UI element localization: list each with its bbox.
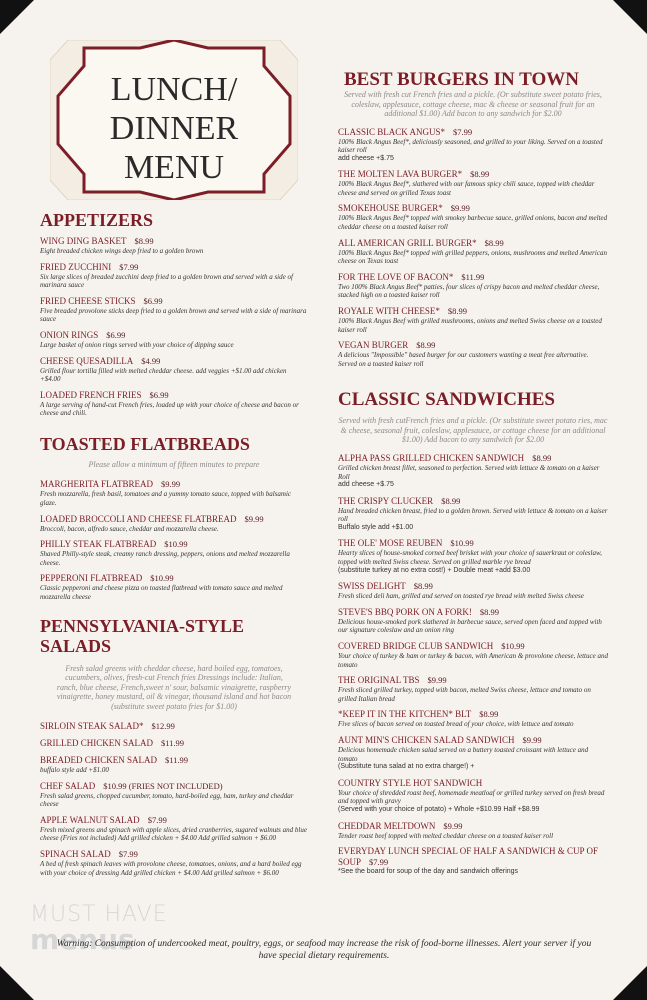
menu-item — [40, 262, 308, 290]
menu-item-header — [338, 607, 608, 618]
menu-item-price: $6.99 — [106, 329, 126, 340]
menu-item — [40, 573, 308, 601]
flatbreads-list — [40, 479, 308, 601]
menu-item-description: Fresh salad greens, chopped cucumber, tomato, hard-boiled egg, ham, turkey and cheddar cheese — [40, 791, 294, 809]
menu-title-line1: LUNCH/ — [110, 71, 238, 108]
sandwiches-list — [338, 453, 608, 877]
menu-item-description: 100% Black Angus Beef* topped with grilled peppers, onions, mushrooms and melted American cheese on Texas toast — [338, 248, 607, 266]
menu-item-header — [40, 738, 308, 749]
menu-item-name: CHEESE QUESADILLA — [40, 355, 134, 366]
menu-item-price: $11.99 — [161, 738, 185, 749]
menu-item-description: Hearty slices of house-smoked corned beef brisket with your choice of sauerkraut or coleslaw, topped with melted Swiss cheese. Served on grilled marble rye bread — [338, 549, 602, 567]
menu-item-description: Shaved Philly-style steak, creamy ranch dressing, peppers, onions and melted mozzarella cheese. — [40, 550, 290, 567]
menu-item-description: Grilled flour tortilla filled with melted cheddar cheese. add veggies +$1.00 add chicken +$4.00 — [40, 366, 287, 384]
menu-item-price: $9.99 — [427, 675, 447, 686]
menu-item — [40, 815, 308, 843]
menu-item-price: $9.99 — [443, 820, 463, 831]
menu-item — [338, 340, 608, 368]
menu-title-line3: MENU — [123, 149, 225, 186]
menu-item-header — [40, 479, 308, 490]
menu-item-price: $7.99 — [118, 849, 138, 860]
menu-item-header — [40, 849, 308, 860]
menu-item-header — [338, 538, 608, 549]
menu-item-addon: add cheese +$.75 — [338, 481, 394, 489]
menu-item — [40, 296, 308, 324]
menu-item-header — [338, 675, 608, 686]
menu-item-price: $8.99 — [470, 169, 490, 180]
menu-item-price: $8.99 — [413, 581, 433, 592]
left-column — [40, 210, 308, 883]
menu-item — [40, 330, 308, 350]
menu-item-description: Fresh sliced deli ham, grilled and served on toasted rye bread with melted Swiss cheese — [338, 592, 584, 601]
menu-item — [40, 738, 308, 749]
menu-item-description: 100% Black Angus Beef with grilled mushrooms, onions and melted Swiss cheese on a toasted kaiser roll — [338, 317, 602, 334]
menu-item-header — [338, 169, 608, 180]
menu-item-description: Your choice of turkey & ham or turkey & bacon, with American & provolone cheese, lettuce and tomato — [338, 652, 608, 669]
menu-item — [338, 538, 608, 575]
menu-item — [40, 849, 308, 877]
menu-item-description: Fresh sliced grilled turkey, topped with bacon, melted Swiss cheese, lettuce and tomato on grilled Italian bread — [338, 686, 591, 703]
menu-item-name: LOADED FRENCH FRIES — [40, 389, 142, 400]
menu-item-header — [40, 356, 308, 367]
menu-item-name: THE CRISPY CLUCKER — [338, 495, 434, 506]
menu-item-header — [338, 340, 608, 351]
menu-item-price: $9.99 — [450, 203, 470, 214]
menu-item — [40, 539, 308, 567]
menu-item-name: *KEEP IT IN THE KITCHEN* BLT — [338, 709, 472, 720]
menu-item-name: ALPHA PASS GRILLED CHICKEN SANDWICH — [338, 452, 525, 463]
menu-item-price: $10.99 — [501, 641, 525, 652]
menu-item-name: THE ORIGINAL TBS — [338, 675, 420, 686]
menu-item-header — [338, 272, 608, 283]
sandwiches-section — [338, 390, 608, 876]
title-badge — [50, 40, 298, 200]
menu-item-price: $10.99 (FRIES NOT INCLUDED) — [103, 780, 223, 791]
menu-item-header — [338, 306, 608, 317]
menu-item — [40, 781, 308, 809]
menu-item-price: $10.99 — [150, 573, 174, 584]
menu-item-description: 100% Black Angus Beef* topped with smokey barbecue sauce, grilled onions, bacon and melted cheddar cheese on a toasted kaiser roll — [338, 214, 608, 232]
burgers-list — [338, 127, 608, 369]
menu-item-header — [338, 846, 608, 868]
menu-item-description: Six large slices of breaded zucchini deep fried to a golden brown and served with a side of marinara sauce — [40, 272, 293, 290]
menu-item-description: Two 100% Black Angus Beef* patties, four slices of crispy bacon and melted cheddar cheese, stacked high on a toasted kaiser roll — [338, 282, 600, 300]
menu-item-header — [338, 581, 608, 592]
menu-item-name: THE OLE' MOSE REUBEN — [338, 538, 443, 549]
menu-item-name: PHILLY STEAK FLATBREAD — [40, 539, 157, 550]
section-title: BEST BURGERS IN TOWN — [344, 69, 579, 90]
menu-item-header — [338, 641, 608, 652]
menu-item-header — [338, 709, 608, 720]
menu-item-description: Delicious house-smoked pork slathered in barbecue sauce, served open faced and topped with our signature coleslaw and an onion ring — [338, 617, 602, 635]
menu-item-description: Hand breaded chicken breast, fried to a golden brown. Served with lettuce & tomato on a kaiser roll — [338, 506, 608, 524]
menu-item — [338, 169, 608, 197]
menu-item-header — [338, 496, 608, 507]
menu-item — [338, 238, 608, 266]
menu-item-header — [40, 390, 308, 401]
menu-item-header — [338, 821, 608, 832]
corner-decoration — [0, 966, 34, 1000]
menu-item-name: MARGHERITA FLATBREAD — [40, 479, 154, 490]
menu-title — [50, 70, 298, 187]
menu-item-addon: add cheese +$.75 — [338, 154, 394, 162]
menu-item-name: CHEF SALAD — [40, 780, 96, 791]
section-note: Please allow a minimum of fifteen minutes to prepare — [88, 459, 260, 469]
menu-item-price: $9.99 — [244, 513, 264, 524]
menu-item-name: FOR THE LOVE OF BACON* — [338, 271, 454, 282]
menu-item-price: $7.99 — [369, 857, 389, 868]
section-title: CLASSIC SANDWICHES — [338, 389, 555, 411]
menu-item — [338, 675, 608, 703]
menu-item-description: Classic pepperoni and cheese pizza on toasted flatbread with tomato sauce and melted mozzarella cheese — [40, 584, 283, 601]
menu-item-addon: (Served with your choice of potato) + Whole +$10.99 Half +$8.99 — [338, 805, 540, 813]
menu-item — [40, 356, 308, 384]
menu-item-price: $8.99 — [447, 306, 467, 317]
menu-item — [338, 203, 608, 231]
section-title: TOASTED FLATBREADS — [40, 433, 250, 454]
menu-item-name: PEPPERONI FLATBREAD — [40, 573, 143, 584]
logo-line2: menus — [30, 923, 135, 956]
menu-item — [338, 641, 608, 669]
menu-item-name: COUNTRY STYLE HOT SANDWICH — [338, 777, 483, 788]
menu-item-description: Fresh mixed greens and spinach with apple slices, dried cranberries, sugared walnuts and blue cheese (Fries not included) Add grilled chicken + $4.00 Add grilled salmon + $6.00 — [40, 825, 307, 843]
menu-item-addon: (Substitute tuna salad at no extra charge!) + — [338, 763, 475, 771]
menu-item-price: $7.99 — [119, 261, 139, 272]
corner-decoration — [613, 966, 647, 1000]
menu-item-description: 100% Black Angus Beef*, deliciously seasoned, and grilled to your liking. Served on a toasted kaiser roll — [338, 137, 603, 155]
menu-item-description: 100% Black Angus Beef*, slathered with our famous spicy chili sauce, topped with cheddar cheese and served on grilled Texas toast — [338, 180, 595, 197]
menu-item-name: ALL AMERICAN GRILL BURGER* — [338, 237, 477, 248]
menu-item-price: $11.99 — [165, 755, 189, 766]
menu-item-name: CLASSIC BLACK ANGUS* — [338, 126, 446, 137]
menu-item-name: WING DING BASKET — [40, 236, 127, 246]
burgers-section — [338, 70, 608, 368]
menu-item-description: Fresh mozzarella, fresh basil, tomatoes and a yummy tomato sauce, topped with balsamic glaze. — [40, 490, 292, 508]
menu-item-name: STEVE'S BBQ PORK ON A FORK! — [338, 606, 472, 617]
menu-item-name: GRILLED CHICKEN SALAD — [40, 738, 153, 749]
logo-line1: MUST HAVE — [30, 902, 168, 927]
menu-item-price: $8.99 — [134, 236, 154, 246]
menu-item-name: LOADED BROCCOLI AND CHEESE FLATBREAD — [40, 513, 237, 524]
menu-item-description: Broccoli, bacon, alfredo sauce, cheddar and mozzarella cheese. — [40, 524, 219, 533]
menu-item-description: Eight breaded chicken wings deep fried to a golden brown — [40, 247, 204, 255]
menu-item-name: SWISS DELIGHT — [338, 581, 406, 592]
section-note: Served with fresh cutFrench fries and a pickle. (Or substitute sweet potato ries, mac & cheese, seasonal fruit, coleslaw, applesauce, or cottage cheese for an additional $1.00) Add bacon to any sandwich for $2.00 — [338, 416, 608, 445]
menu-item-name: THE MOLTEN LAVA BURGER* — [338, 169, 463, 180]
menu-item-price: $12.99 — [151, 721, 175, 732]
menu-item-price: $7.99 — [453, 126, 473, 137]
menu-item-description: Grilled chicken breast fillet, seasoned to perfection. Served with lettuce & tomato on a kaiser Roll — [338, 463, 600, 481]
menu-item-price: $10.99 — [164, 539, 188, 550]
menu-item — [40, 755, 308, 775]
menu-item-price: $6.99 — [149, 389, 169, 400]
menu-item-name: SIRLOIN STEAK SALAD* — [40, 721, 144, 732]
menu-item-description: Your choice of shredded roast beef, homemade meatloaf or grilled turkey served on fresh bread and topped with gravy — [338, 788, 605, 806]
menu-item-header — [338, 127, 608, 138]
menu-item — [338, 778, 608, 815]
corner-decoration — [613, 0, 647, 34]
section-note: Served with fresh cut French fries and a pickle. (Or substitute sweet potato fries, coleslaw, applesauce, cottage cheese, mac & cheese or seasonal fruit for an additional $1.00) Add bacon to any sandwich for $2.00 — [344, 90, 602, 118]
menu-item-description: Delicious homemade chicken salad served on a buttery toasted croissant with lettuce and tomato — [338, 746, 589, 763]
footer-warning: Warning: Consumption of undercooked meat, poultry, eggs, or seafood may increase the risk of food-borne illnesses. Alert your server if you have special dietary requirements. — [56, 939, 592, 961]
menu-item-description: Five slices of bacon served on toasted bread of your choice, with lettuce and tomato — [338, 720, 574, 729]
salads-list — [40, 721, 308, 877]
menu-item-header — [40, 815, 308, 826]
menu-item-header — [40, 296, 308, 307]
menu-item-description: Large basket of onion rings served with your choice of dipping sauce — [40, 340, 234, 349]
menu-item — [338, 846, 608, 877]
menu-item-price: $10.99 — [450, 538, 474, 549]
appetizers-section — [40, 210, 308, 418]
menu-item-addon: (substitute turkey at no extra cost!) + Double meat +add $3.00 — [338, 566, 531, 574]
menu-item-name: ONION RINGS — [40, 329, 99, 340]
section-title: PENNSYLVANIA-STYLE SALADS — [40, 615, 245, 656]
menu-item-name: SPINACH SALAD — [40, 849, 111, 860]
menu-item-description: buffalo style add +$1.00 — [40, 766, 109, 775]
menu-item-addon: *See the board for soup of the day and sandwich offerings — [338, 868, 519, 876]
menu-item-name: CHEDDAR MELTDOWN — [338, 820, 436, 831]
menu-item — [40, 390, 308, 418]
menu-item-price: $8.99 — [441, 495, 461, 506]
menu-item-name: BREADED CHICKEN SALAD — [40, 755, 157, 766]
menu-item-name: VEGAN BURGER — [338, 340, 409, 351]
menu-item — [338, 821, 608, 841]
menu-item-name: FRIED CHEESE STICKS — [40, 295, 136, 306]
menu-item-header — [40, 514, 308, 525]
menu-item-addon: Buffalo style add +$1.00 — [338, 523, 414, 531]
menu-item — [40, 479, 308, 507]
menu-item-name: AUNT MIN'S CHICKEN SALAD SANDWICH — [338, 735, 515, 745]
menu-item-price: $11.99 — [461, 271, 485, 282]
menu-item-description: A bed of fresh spinach leaves with provolone cheese, tomatoes, onions, and a hard boiled egg with your choice of dressing Add grilled chicken + $4.00 Add grilled salmon + $6.00 — [40, 860, 302, 877]
right-column — [338, 70, 608, 883]
menu-item — [40, 721, 308, 732]
menu-item-price: $8.99 — [532, 452, 552, 463]
salads-section — [40, 616, 308, 878]
menu-item — [338, 306, 608, 334]
menu-item-header — [338, 238, 608, 249]
menu-item-name: APPLE WALNUT SALAD — [40, 814, 140, 825]
menu-item-price: $8.99 — [479, 709, 499, 720]
menu-item-header — [338, 203, 608, 214]
menu-item-price: $8.99 — [416, 340, 436, 351]
menu-item-description: A large serving of hand-cut French fries, loaded up with your choice of cheese and bacon or cheese and chili. — [40, 400, 299, 418]
menu-item-name: SMOKEHOUSE BURGER* — [338, 203, 443, 214]
menu-item-price: $9.99 — [161, 479, 181, 490]
menu-item-header — [40, 236, 308, 247]
menu-item — [338, 272, 608, 300]
menu-item-name: ROYALE WITH CHEESE* — [338, 306, 440, 317]
menu-item-header — [40, 573, 308, 584]
menu-item — [338, 496, 608, 533]
menu-item-name: FRIED ZUCCHINI — [40, 261, 112, 272]
menu-item-header — [40, 755, 308, 766]
menu-item-name: COVERED BRIDGE CLUB SANDWICH — [338, 641, 494, 652]
menu-item-header — [338, 453, 608, 464]
menu-item — [338, 607, 608, 635]
menu-item — [40, 236, 308, 256]
menu-item-header — [40, 721, 308, 732]
menu-item-price: $9.99 — [522, 735, 542, 745]
menu-item — [338, 127, 608, 164]
menu-item-price: $8.99 — [479, 606, 500, 617]
menu-item-price: $4.99 — [141, 355, 161, 366]
appetizers-list — [40, 236, 308, 418]
menu-item-price: $6.99 — [143, 295, 163, 306]
menu-title-line2: DINNER — [109, 110, 239, 147]
menu-item-name: EVERYDAY LUNCH SPECIAL OF HALF A SANDWICH & CUP OF SOUP — [338, 846, 598, 868]
menu-item — [338, 735, 608, 772]
menu-item — [40, 514, 308, 534]
section-title: APPETIZERS — [40, 210, 154, 230]
menu-item — [338, 453, 608, 490]
menu-item-description: A delicious "Impossible" based burger for our customers wanting a meat free alternative. Served on a toasted kaiser roll — [338, 351, 589, 368]
menu-item-description: Tender roast beef topped with melted cheddar cheese on a toasted kaiser roll — [338, 831, 554, 840]
menu-item-header — [40, 781, 308, 792]
menu-item-price: $8.99 — [484, 237, 504, 248]
menu-item-header — [338, 735, 608, 746]
section-note: Fresh salad greens with cheddar cheese, hard boiled egg, tomatoes, cucumbers, olives, fresh-cut French fries Dressings include: Italian, ranch, blue cheese, French,sweet n' sour, balsamic vinaigrette, raspberry vinaigrette, honey mustard, oil & vinegar, thousand island and hot bacon (substitute sweet potato fries for $1.00) — [56, 663, 292, 711]
menu-item-header — [338, 778, 608, 789]
menu-item-header — [40, 330, 308, 341]
menu-item-header — [40, 262, 308, 273]
menu-item-header — [40, 539, 308, 550]
corner-decoration — [0, 0, 34, 34]
menu-item — [338, 709, 608, 729]
menu-item — [338, 581, 608, 601]
menu-item-description: Five breaded provolone sticks deep fried to a golden brown and served with a side of marinara sauce — [40, 306, 307, 324]
flatbreads-section — [40, 434, 308, 602]
menu-item-price: $7.99 — [147, 814, 167, 825]
